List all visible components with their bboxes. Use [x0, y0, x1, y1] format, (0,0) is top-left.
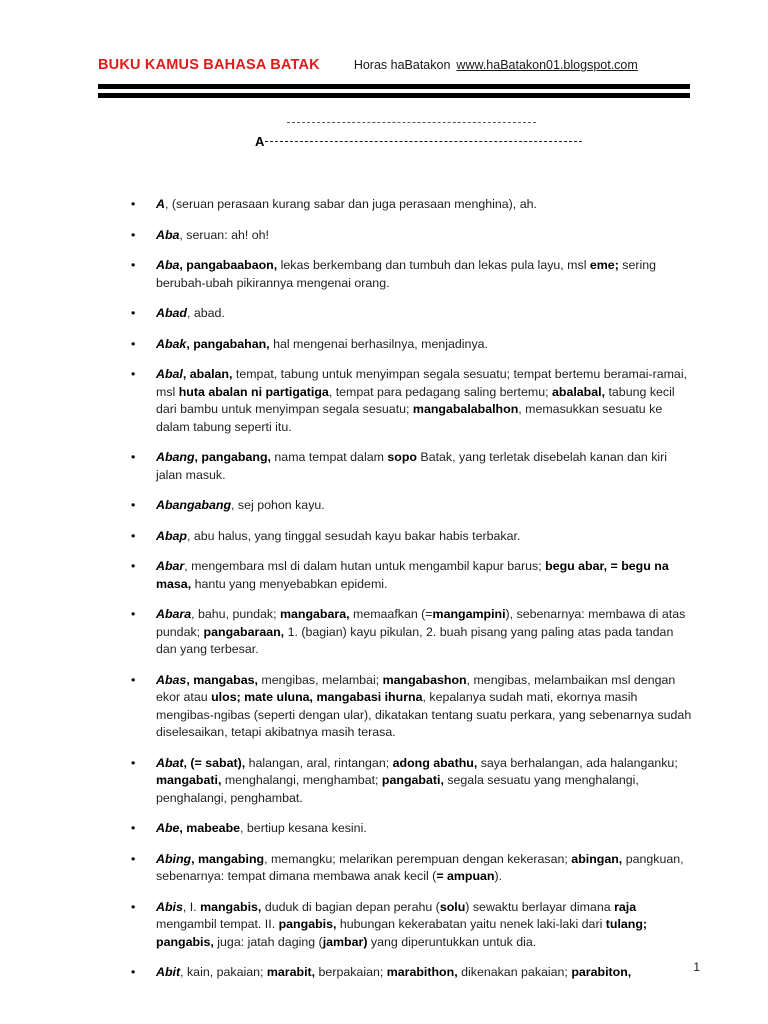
entry-definition-text: menghalangi, menghambat; [221, 773, 382, 787]
entry-term-text: marabit, [266, 965, 316, 979]
dictionary-entry [0, 606, 768, 659]
entry-definition-text: tempat, tabung untuk menyimpan segala sesuatu; tempat bertemu beramai-ramai, msl [156, 367, 688, 399]
masthead-row [98, 57, 692, 73]
entry-definition-text: dikenakan pakaian; [457, 965, 572, 979]
letter-section-divider [0, 122, 768, 148]
entry-term-text: , pangabaabaon, [179, 258, 278, 272]
entry-term-text: pangabati, [381, 773, 444, 787]
entry-term-text: Abal [156, 367, 183, 381]
entry-term-text: Abe [156, 821, 180, 835]
dictionary-entry [0, 558, 768, 593]
entry-definition-text: halangan, aral, rintangan; [245, 755, 393, 770]
entry-term-text: Abas [156, 672, 187, 687]
rule-bar-bottom [98, 93, 690, 98]
entry-definition-text: nama tempat dalam [270, 450, 388, 464]
entry-term-text: Abis [156, 899, 183, 914]
dashed-line-top [287, 122, 536, 123]
brand-title: BUKU KAMUS BAHASA BATAK [98, 57, 320, 73]
bullet-icon: • [131, 227, 136, 242]
entry-term-text: , (= sabat), [183, 755, 246, 770]
entry-term-text: mangabalabalhon [412, 402, 519, 416]
entry-definition-text: , abu halus, yang tinggal sesudah kayu bakar habis terbakar. [186, 528, 521, 543]
dictionary-entry-list [0, 196, 768, 995]
bullet-icon: • [131, 559, 136, 573]
entry-term-text: tulang; pangabis, [156, 917, 648, 949]
entry-term-text: Abit [156, 965, 181, 979]
entry-term-text: mangabara, [280, 607, 350, 621]
entry-definition-text: pangkuan, sebenarnya: tempat dimana membawa anak kecil ( [156, 851, 684, 883]
entry-term-text: Abang [156, 450, 195, 464]
entry-term-text: eme; [589, 258, 619, 272]
dictionary-entry [0, 227, 768, 245]
entry-definition-text: Batak, yang terletak disebelah kanan dan kiri jalan masuk. [156, 450, 668, 482]
brand-url-link[interactable]: www.haBatakon01.blogspot.com [456, 58, 638, 72]
dictionary-entry [0, 497, 768, 515]
dictionary-entry [0, 964, 768, 982]
entry-definition-text: , memasukkan sesuatu ke dalam tabung seperti itu. [156, 402, 663, 434]
entry-term-text: adong abathu, [392, 755, 478, 770]
dictionary-entry [0, 305, 768, 323]
bullet-icon: • [131, 607, 136, 621]
dictionary-entry [0, 528, 768, 546]
entry-definition-text: hantu yang menyebabkan epidemi. [191, 576, 388, 591]
entry-definition-text: hubungan kekerabatan yaitu nenek laki-laki dari [336, 917, 606, 931]
bullet-icon: • [131, 336, 136, 351]
entry-definition-text: memaafkan (= [349, 607, 433, 621]
dictionary-entry [0, 336, 768, 354]
entry-definition-text: , (seruan perasaan kurang sabar dan juga perasaan menghina), ah. [164, 197, 537, 211]
entry-term-text: jambar) [322, 934, 368, 949]
entry-definition-text: , kain, pakaian; [180, 965, 267, 979]
entry-term-text: huta abalan ni partigatiga [178, 384, 329, 399]
entry-term-text: Abara [156, 607, 192, 621]
entry-definition-text: yang diperuntukkan untuk dia. [367, 934, 537, 949]
dictionary-entry [0, 851, 768, 886]
entry-definition-text: , kepalanya sudah mati, ekornya masih mengibas-ngibas (seperti dengan ular), dikatakan tentang suatu perkara, yang sebenarnya sudah diselesaikan, tetapi akibatnya masih terasa. [156, 690, 692, 739]
entry-term-text: mangampini [432, 607, 506, 621]
dictionary-entry [0, 820, 768, 838]
entry-term-text: Aba [156, 227, 180, 242]
dictionary-entry [0, 672, 768, 742]
brand-tagline: Horas haBatakon [353, 58, 451, 72]
entry-term-text: , mabeabe [179, 821, 241, 835]
entry-term-text: Abing [156, 851, 192, 866]
entry-term-text: begu abar, = begu na masa, [156, 559, 669, 591]
entry-definition-text: , abad. [186, 306, 225, 320]
entry-term-text: Abat [156, 755, 184, 770]
entry-definition-text: duduk di bagian depan perahu ( [261, 899, 440, 914]
dictionary-entry [0, 899, 768, 952]
entry-definition-text: mengambil tempat. II. [156, 917, 279, 931]
bullet-icon: • [131, 851, 136, 866]
bullet-icon: • [131, 965, 136, 979]
entry-term-text: marabithon, [386, 965, 458, 979]
entry-definition-text: , tempat para pedagang saling bertemu; [328, 384, 552, 399]
entry-definition-text: saya berhalangan, ada halanganku; [477, 755, 678, 770]
letter-heading-row [255, 135, 768, 148]
entry-definition-text: 1. (bagian) kayu pikulan, 2. buah pisang yang paling atas pada tandan dan yang terbesar. [156, 624, 674, 656]
entry-definition-text: mengibas, melambai; [257, 672, 383, 687]
entry-term-text: pangabaraan, [203, 624, 285, 639]
entry-definition-text: ) sewaktu berlayar dimana [465, 899, 615, 914]
bullet-icon: • [131, 821, 136, 835]
entry-term-text: solu [439, 899, 466, 914]
entry-definition-text: , I. [182, 899, 201, 914]
entry-definition-text: segala sesuatu yang menghalangi, penghalangi, penghambat. [156, 773, 639, 805]
dictionary-entry [0, 196, 768, 214]
entry-term-text: , mangabas, [186, 672, 258, 687]
entry-term-text: mangabashon [382, 672, 467, 687]
bullet-icon: • [131, 672, 136, 687]
bullet-icon: • [131, 498, 136, 512]
entry-definition-text: , seruan: ah! oh! [179, 227, 269, 242]
entry-definition-text: , memangku; melarikan perempuan dengan kekerasan; [264, 851, 572, 866]
entry-term-text: Abak [156, 336, 187, 351]
dictionary-entry [0, 449, 768, 484]
section-letter: A [255, 134, 265, 149]
dictionary-entry [0, 755, 768, 808]
entry-term-text: Abangabang [156, 498, 232, 512]
entry-term-text: , abalan, [182, 367, 233, 381]
entry-term-text: raja [614, 899, 637, 914]
bullet-icon: • [131, 755, 136, 770]
entry-term-text: parabiton, [571, 965, 632, 979]
entry-term-text: abalabal, [552, 384, 606, 399]
entry-term-text: , pangabang, [194, 450, 271, 464]
entry-term-text: , mangabing [191, 851, 265, 866]
entry-term-text: Abap [156, 528, 187, 543]
bullet-icon: • [131, 528, 136, 543]
dictionary-entry [0, 366, 768, 436]
entry-definition-text: hal mengenai berhasilnya, menjadinya. [269, 336, 488, 351]
entry-definition-text: , sej pohon kayu. [231, 498, 325, 512]
entry-term-text: abingan, [571, 851, 623, 866]
bullet-icon: • [131, 306, 136, 320]
entry-definition-text: , mengembara msl di dalam hutan untuk mengambil kapur barus; [184, 559, 546, 573]
entry-term-text: mangabis, [200, 899, 262, 914]
entry-definition-text: berpakaian; [315, 965, 387, 979]
page-number: 1 [693, 960, 700, 974]
entry-definition-text: ). [494, 869, 503, 883]
entry-definition-text: sering berubah-ubah pikirannya mengenai orang. [156, 258, 657, 290]
dashed-line-bottom [265, 141, 582, 142]
entry-definition-text: ), sebenarnya: membawa di atas pundak; [156, 607, 686, 639]
dictionary-entry [0, 257, 768, 292]
masthead-rules [98, 84, 690, 98]
entry-term-text: , pangabahan, [186, 336, 270, 351]
entry-definition-text: tabung kecil dari bambu untuk menyimpan segala sesuatu; [156, 384, 675, 416]
bullet-icon: • [131, 899, 136, 914]
entry-term-text: A [156, 197, 165, 211]
entry-term-text: mangabati, [156, 773, 222, 787]
bullet-icon: • [131, 197, 136, 211]
bullet-icon: • [131, 367, 136, 381]
entry-definition-text: lekas berkembang dan tumbuh dan lekas pula layu, msl [277, 258, 590, 272]
entry-term-text: pangabis, [278, 917, 337, 931]
entry-definition-text: , bertiup kesana kesini. [240, 821, 367, 835]
entry-term-text: Aba [156, 258, 180, 272]
entry-term-text: ulos; mate uluna, mangabasi ihurna [211, 690, 423, 704]
masthead [98, 57, 692, 73]
entry-definition-text: juga: jatah daging ( [213, 934, 323, 949]
bullet-icon: • [131, 450, 136, 464]
entry-term-text: sopo [387, 450, 417, 464]
bullet-icon: • [131, 258, 136, 272]
entry-definition-text: , bahu, pundak; [191, 607, 280, 621]
entry-term-text: Abar [156, 559, 185, 573]
entry-term-text: = ampuan [436, 869, 495, 883]
entry-definition-text: , mengibas, melambaikan msl dengan ekor atau [156, 672, 676, 704]
entry-term-text: Abad [156, 306, 187, 320]
